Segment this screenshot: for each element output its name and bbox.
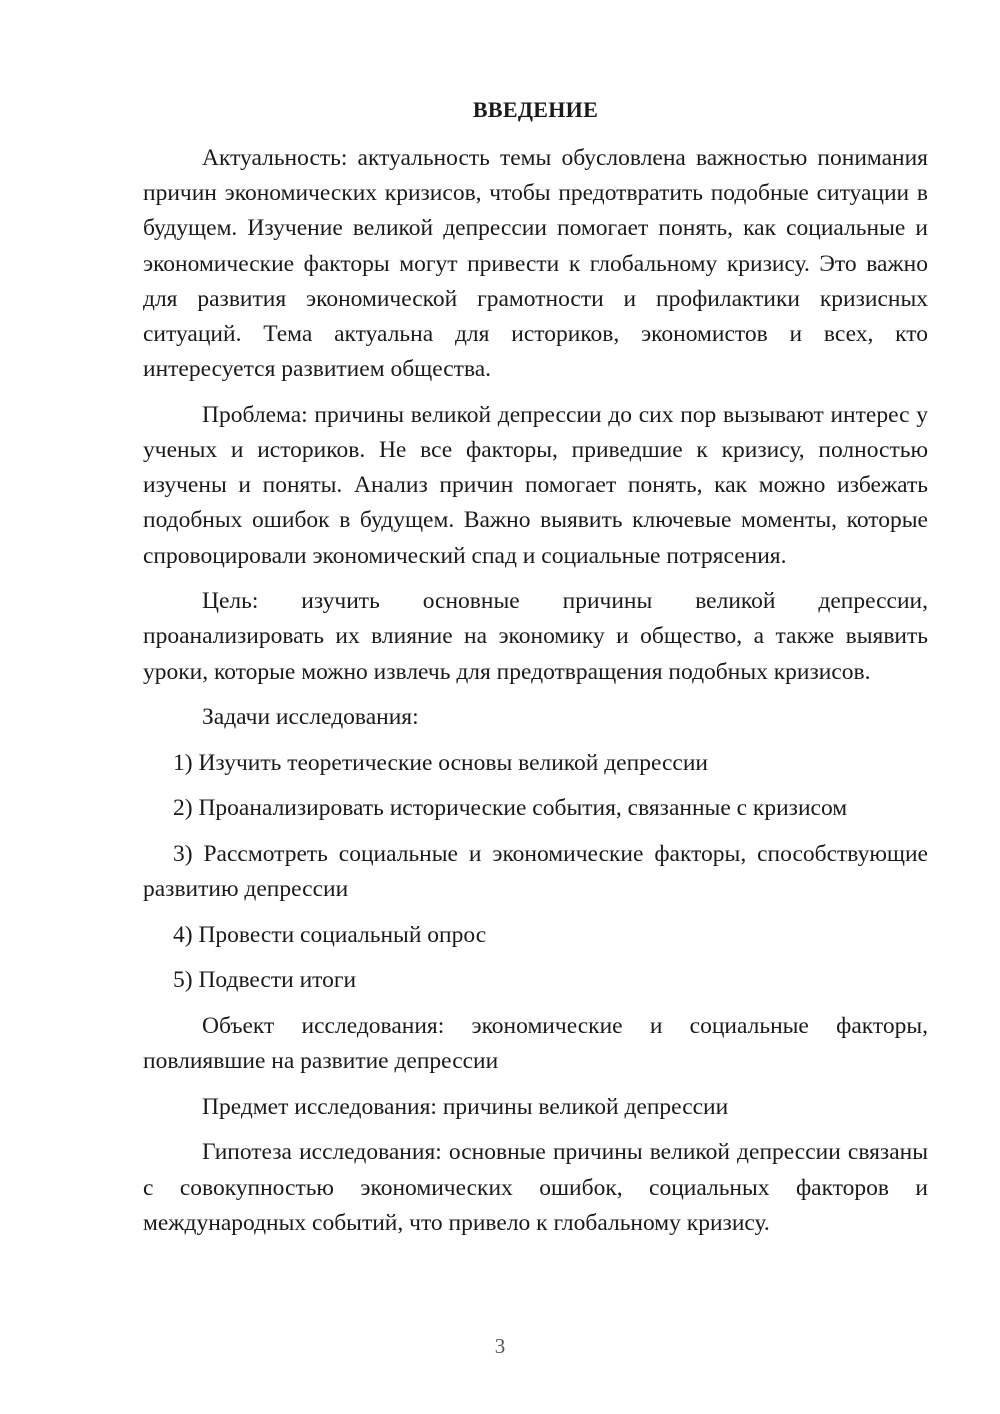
paragraph-problem: Проблема: причины великой депрессии до сих пор вызывают интерес у ученых и историков. Не все факторы, приведшие к кризису, полностью изучены и поняты. Анализ причин помогает понять, как можно избежать подобных ошибок в будущем. Важно выявить ключевые моменты, которые спровоцировали экономический спад и социальные потрясения. <box>143 401 928 569</box>
tasks-heading: Задачи исследования: <box>202 704 419 731</box>
paragraph-relevance: Актуальность: актуальность темы обусловлена важностью понимания причин экономических кризисов, чтобы предотвратить подобные ситуации в будущем. Изучение великой депрессии помогает понять, как социальные и экономические факторы могут привести к глобальному кризису. Это важно для развития экономической грамотности и профилактики кризисных ситуаций. Тема актуальна для историков, экономистов и всех, кто интересуется развитием общества. <box>143 145 928 383</box>
paragraph-goal: Цель: изучить основные причины великой депрессии, проанализировать их влияние на экономику и общество, а также выявить уроки, которые можно извлечь для предотвращения подобных кризисов. <box>143 588 928 685</box>
document-body <box>143 141 928 1251</box>
paragraph-subject: Предмет исследования: причины великой депрессии <box>202 1093 729 1120</box>
task-item-4: 4) Провести социальный опрос <box>173 921 487 948</box>
paragraph-object: Объект исследования: экономические и социальные факторы, повлиявшие на развитие депрессии <box>143 1012 928 1075</box>
task-item-5: 5) Подвести итоги <box>173 967 357 994</box>
page-title: ВВЕДЕНИЕ <box>472 97 599 122</box>
page-number: 3 <box>494 1334 506 1358</box>
paragraph-hypothesis: Гипотеза исследования: основные причины великой депрессии связаны с совокупностью экономических ошибок, социальных факторов и международных событий, что привело к глобальному кризису. <box>143 1139 928 1236</box>
task-item-1: 1) Изучить теоретические основы великой депрессии <box>173 749 708 776</box>
task-item-2: 2) Проанализировать исторические события, связанные с кризисом <box>173 795 848 822</box>
task-item-3: 3) Рассмотреть социальные и экономические факторы, способствующие развитию депрессии <box>143 841 928 903</box>
